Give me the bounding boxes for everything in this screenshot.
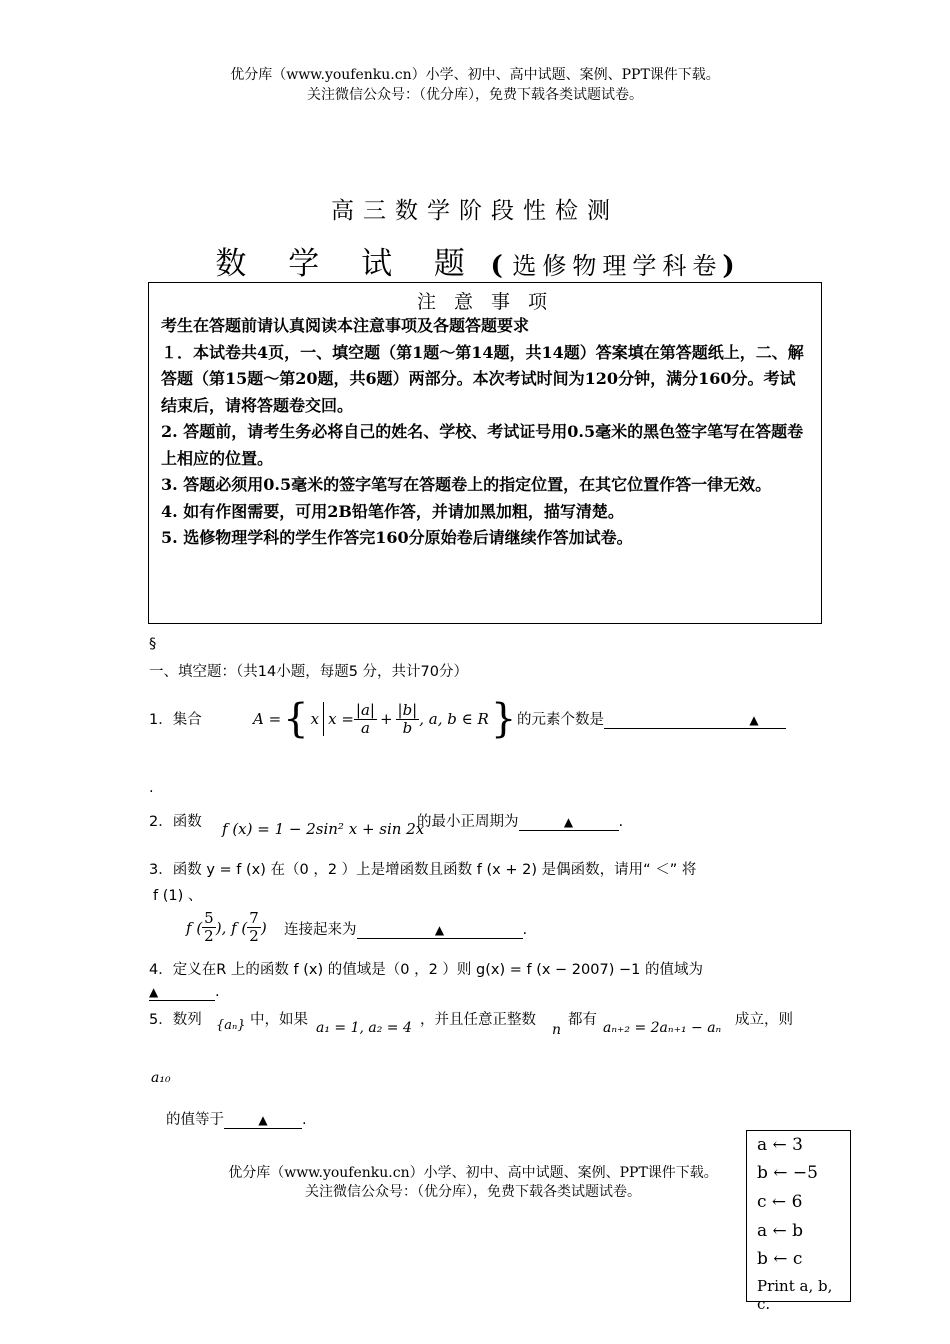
q3-blank-mark: ▲ [434,923,445,937]
q3-fractions [186,910,267,945]
notice-item-4: 4. 如有作图需要，可用2B铅笔作答，并请加黑加粗，描写清楚。 [161,501,624,521]
q1-set-bar [323,702,324,736]
q1-left-brace: { [283,696,309,742]
section-1-heading: 一、填空题：（共14小题，每题5 分，共计70分） [149,664,468,680]
q1-after [517,708,786,729]
q1-blank-mark: ▲ [749,713,759,727]
q2-blank-mark: ▲ [563,815,574,829]
section-mark: § [149,636,157,652]
subtitle-sub: 选修物理学科卷 [512,252,723,280]
q5-after-text: 的值等于 [166,1112,224,1128]
pseudocode-line-6: Print a, b, c. [757,1277,833,1313]
q5-initial: a₁ = 1, a₂ = 4 [316,1020,412,1036]
q1-set-var: x [310,710,320,728]
notice-item-2: 2. 答题前，请考生务必将自己的姓名、学校、考试证号用0.5毫米的黑色签字笔写在答题卷上相应的位置。 [161,422,804,468]
q1-answer-blank[interactable] [604,712,786,729]
notice-item-3: 3. 答题必须用0.5毫米的签字笔写在答题卷上的指定位置，在其它位置作答一律无效。 [161,475,772,494]
q3-frac-2: $\frac{7}{2}$ [249,909,259,945]
exam-subtitle [0,238,950,283]
q5-recurrence: aₙ₊₂ = 2aₙ₊₁ − aₙ [603,1020,722,1036]
q4-answer-blank[interactable] [149,984,215,1001]
pseudocode-line-5: b ← c [757,1249,803,1269]
subtitle-open-paren: ( [490,251,503,281]
q5-n: n [552,1022,562,1038]
pseudocode-line-4: a ← b [757,1221,804,1241]
header-line-2: 关注微信公众号：（优分库），免费下载各类试题试卷。 [307,87,643,103]
q3-end: . [522,922,528,938]
q2-after-text: 的最小正周期为 [417,814,519,830]
q5-mid-2: ，并且任意正整数 [420,1012,536,1028]
q3-answer-blank[interactable] [357,922,523,939]
pseudocode-line-3: c ← 6 [757,1192,803,1212]
q3-f1: f ( [186,918,203,937]
q1-right-brace: } [490,696,517,742]
subtitle-main: 数 学 试 题 [215,246,481,282]
q1-frac-2: $\frac{|b|}{b}$ [397,700,418,737]
q1-plus: + [379,710,393,728]
q3-close: ) [260,918,267,937]
q1-dot: . [149,780,154,796]
notice-body [161,313,811,552]
q2-answer-blank[interactable] [519,814,619,831]
q1-number: 1．集合 [149,712,202,728]
footer-line-1: 优分库（www.youfenku.cn）小学、初中、高中试题、案例、PPT课件下载。 [228,1165,718,1181]
pseudocode-line-2: b ← −5 [757,1163,818,1183]
q1-set-lhs: A = [253,710,282,728]
exam-title: 高三数学阶段性检测 [331,198,619,224]
subtitle-close-paren: ) [722,251,735,281]
q3-after [284,918,527,939]
q3-line-1: 3．函数 y = f (x) 在（0 ，2 ）上是增函数且函数 f (x + 2) 是偶函数，请用“ ＜” 将 [149,862,697,878]
q5-mid-4: 成立，则 [735,1012,793,1028]
notice-item-1: １．本试卷共4页，一、填空题（第1题～第14题，共14题）答案填在第答题纸上，二、解答题（第15题～第20题，共6题）两部分。本次考试时间为120分钟，满分160分。考试结束后，请将答题卷交回。 [161,342,804,415]
q3-frac-1: $\frac{5}{2}$ [204,909,214,945]
q4-end: . [215,984,220,1000]
q1-frac-1: $\frac{|a|}{a}$ [355,700,375,737]
notice-box [148,282,822,624]
q4-line-2 [149,984,220,1001]
q5-a10: a₁₀ [151,1070,171,1086]
header-line-1: 优分库（www.youfenku.cn）小学、初中、高中试题、案例、PPT课件下载。 [230,67,720,83]
footer-line-2: 关注微信公众号：（优分库），免费下载各类试题试卷。 [305,1184,641,1200]
q2-formula: f (x) = 1 − 2sin² x + sin 2x [222,820,425,838]
pseudocode-box [746,1130,851,1313]
q1-set-cond: x = [328,710,354,728]
q2-end: . [618,814,624,830]
q5-answer-blank[interactable] [224,1112,302,1129]
q5-end: . [302,1112,307,1128]
q3-line-1b: f (1) 、 [153,888,203,904]
notice-item-5: 5. 选修物理学科的学生作答完160分原始卷后请继续作答加试卷。 [161,528,633,547]
q3-mid: ), f ( [215,918,248,937]
q1-tail: , a, b ∈ R [419,710,489,728]
q5-number: 5．数列 [149,1012,202,1028]
notice-title: 注 意 事 项 [416,291,554,313]
notice-lead: 考生在答题前请认真阅读本注意事项及各题答题要求 [161,316,530,335]
pseudocode-line-1: a ← 3 [757,1135,804,1155]
q2-after [417,810,623,831]
q5-after [166,1108,307,1129]
q1-after-text: 的元素个数是 [517,712,604,728]
q4-line-1: 4．定义在R 上的函数 f (x) 的值域是（0 ，2 ）则 g(x) = f (x − 2007) −1 的值域为 [149,962,703,978]
q1-set-expression [253,694,516,744]
q3-after-text: 连接起来为 [284,922,357,938]
q5-mid-3: 都有 [568,1012,597,1028]
q4-blank-mark: ▲ [149,985,159,999]
q5-blank-mark: ▲ [258,1113,268,1127]
q5-seq: {aₙ} [216,1018,246,1033]
q2-number: 2．函数 [149,814,202,830]
q5-mid-1: 中，如果 [250,1012,308,1028]
